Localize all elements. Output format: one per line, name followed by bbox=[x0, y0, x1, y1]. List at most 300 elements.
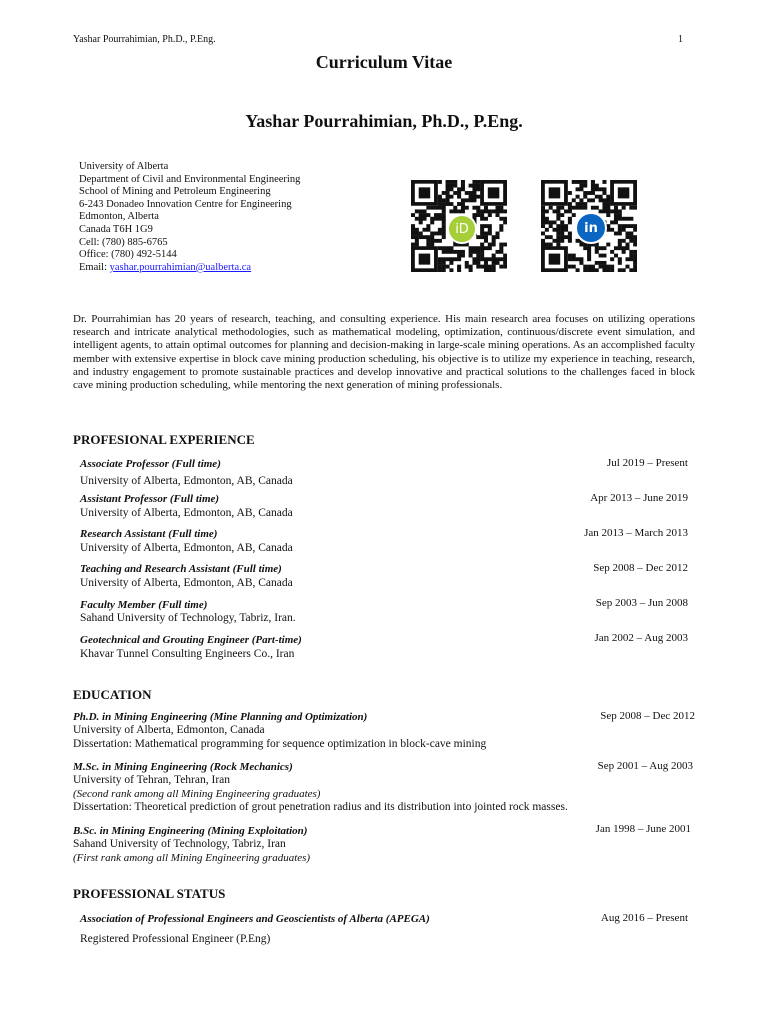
qr-module bbox=[472, 184, 476, 188]
qr-module bbox=[499, 206, 503, 210]
qr-module bbox=[434, 239, 438, 243]
qr-module bbox=[465, 261, 469, 265]
qr-module bbox=[492, 243, 496, 247]
qr-module bbox=[438, 195, 442, 199]
qr-module bbox=[446, 250, 450, 254]
qr-module bbox=[568, 206, 572, 210]
qr-module bbox=[629, 257, 633, 261]
qr-module bbox=[469, 246, 473, 250]
qr-module bbox=[411, 224, 415, 228]
qr-module bbox=[602, 209, 606, 213]
qr-module bbox=[495, 232, 499, 236]
qr-module bbox=[591, 187, 595, 191]
qr-finder-pattern bbox=[541, 246, 568, 272]
qr-module bbox=[618, 243, 622, 247]
qr-module bbox=[457, 187, 461, 191]
qr-module bbox=[633, 261, 637, 265]
qr-module bbox=[579, 180, 583, 184]
qr-module bbox=[423, 217, 427, 221]
qr-module bbox=[541, 206, 545, 210]
qr-module bbox=[438, 206, 442, 210]
qr-module bbox=[576, 180, 580, 184]
qr-module bbox=[572, 265, 576, 269]
qr-module bbox=[633, 235, 637, 239]
qr-module bbox=[618, 261, 622, 265]
qr-module bbox=[583, 246, 587, 250]
qr-module bbox=[446, 187, 450, 191]
qr-module bbox=[415, 228, 419, 232]
email-link[interactable]: yashar.pourrahimian@ualberta.ca bbox=[109, 261, 252, 273]
qr-module bbox=[442, 191, 446, 195]
experience-role: Geotechnical and Grouting Engineer (Part-time) bbox=[80, 634, 302, 646]
qr-module bbox=[599, 198, 603, 202]
qr-module bbox=[453, 250, 457, 254]
qr-module bbox=[442, 224, 446, 228]
qr-module bbox=[488, 265, 492, 269]
qr-module bbox=[560, 239, 564, 243]
qr-module bbox=[553, 209, 557, 213]
experience-role: Research Assistant (Full time) bbox=[80, 528, 218, 540]
education-dissertation: Dissertation: Mathematical programming for sequence optimization in block-cave mining bbox=[73, 738, 487, 750]
qr-module bbox=[599, 187, 603, 191]
qr-module bbox=[610, 228, 614, 232]
qr-module bbox=[446, 265, 450, 269]
qr-module bbox=[541, 239, 545, 243]
qr-module bbox=[625, 257, 629, 261]
qr-finder-pattern bbox=[411, 246, 438, 272]
qr-module bbox=[472, 180, 476, 184]
qr-module bbox=[549, 243, 553, 247]
qr-module bbox=[587, 257, 591, 261]
qr-module bbox=[446, 246, 450, 250]
qr-module bbox=[553, 220, 557, 224]
qr-module bbox=[602, 198, 606, 202]
experience-org: Sahand University of Technology, Tabriz, Iran. bbox=[80, 612, 296, 624]
qr-module bbox=[576, 268, 580, 272]
qr-module bbox=[430, 243, 434, 247]
qr-module bbox=[572, 198, 576, 202]
qr-module bbox=[423, 228, 427, 232]
qr-module bbox=[560, 228, 564, 232]
qr-module bbox=[560, 224, 564, 228]
qr-module bbox=[469, 191, 473, 195]
email-label: Email: bbox=[79, 261, 110, 273]
qr-module bbox=[457, 202, 461, 206]
qr-module bbox=[503, 254, 507, 258]
qr-module bbox=[472, 261, 476, 265]
qr-module bbox=[495, 213, 499, 217]
qr-module bbox=[480, 254, 484, 258]
qr-module bbox=[503, 217, 507, 221]
qr-module bbox=[472, 257, 476, 261]
document-title: Curriculum Vitae bbox=[315, 52, 453, 72]
qr-module bbox=[449, 250, 453, 254]
qr-finder-pattern bbox=[480, 180, 507, 206]
qr-module bbox=[583, 268, 587, 272]
qr-module bbox=[480, 235, 484, 239]
qr-module bbox=[469, 268, 473, 272]
qr-module bbox=[622, 246, 626, 250]
qr-module bbox=[438, 202, 442, 206]
qr-module bbox=[472, 195, 476, 199]
qr-module bbox=[614, 220, 618, 224]
qr-module bbox=[595, 187, 599, 191]
experience-org: University of Alberta, Edmonton, AB, Canada bbox=[80, 577, 293, 589]
qr-module bbox=[602, 246, 606, 250]
qr-module bbox=[430, 239, 434, 243]
qr-module bbox=[430, 232, 434, 236]
qr-module bbox=[572, 213, 576, 217]
qr-module bbox=[465, 198, 469, 202]
qr-module bbox=[545, 209, 549, 213]
qr-module bbox=[442, 213, 446, 217]
qr-module bbox=[629, 250, 633, 254]
qr-module bbox=[484, 261, 488, 265]
qr-module bbox=[442, 232, 446, 236]
qr-module bbox=[484, 224, 488, 228]
qr-module bbox=[442, 217, 446, 221]
qr-module bbox=[492, 268, 496, 272]
qr-module bbox=[492, 257, 496, 261]
qr-module bbox=[599, 195, 603, 199]
qr-module bbox=[495, 206, 499, 210]
qr-module bbox=[610, 265, 614, 269]
qr-module bbox=[449, 195, 453, 199]
qr-module bbox=[461, 184, 465, 188]
qr-module bbox=[549, 235, 553, 239]
qr-module bbox=[476, 180, 480, 184]
qr-module bbox=[480, 213, 484, 217]
qr-module bbox=[469, 265, 473, 269]
qr-module bbox=[415, 243, 419, 247]
qr-module bbox=[472, 191, 476, 195]
qr-module bbox=[560, 206, 564, 210]
qr-module bbox=[583, 184, 587, 188]
experience-dates: Jan 2013 – March 2013 bbox=[584, 527, 688, 539]
qr-module bbox=[415, 217, 419, 221]
qr-module bbox=[553, 239, 557, 243]
qr-module bbox=[457, 209, 461, 213]
qr-module bbox=[591, 268, 595, 272]
qr-module bbox=[610, 257, 614, 261]
qr-module bbox=[434, 232, 438, 236]
qr-module bbox=[434, 206, 438, 210]
qr-module bbox=[457, 254, 461, 258]
qr-module bbox=[438, 257, 442, 261]
qr-module bbox=[599, 265, 603, 269]
qr-module bbox=[495, 257, 499, 261]
page-number: 1 bbox=[678, 34, 683, 45]
qr-module bbox=[442, 228, 446, 232]
qr-module bbox=[576, 206, 580, 210]
qr-module bbox=[606, 206, 610, 210]
qr-module bbox=[469, 184, 473, 188]
experience-dates: Sep 2003 – Jun 2008 bbox=[595, 597, 688, 609]
qr-module bbox=[614, 213, 618, 217]
qr-module bbox=[606, 195, 610, 199]
qr-module bbox=[457, 195, 461, 199]
qr-module bbox=[576, 202, 580, 206]
qr-module bbox=[545, 235, 549, 239]
qr-module bbox=[583, 191, 587, 195]
qr-module bbox=[618, 232, 622, 236]
qr-module bbox=[633, 257, 637, 261]
qr-module bbox=[614, 209, 618, 213]
qr-module bbox=[576, 257, 580, 261]
qr-module bbox=[476, 187, 480, 191]
qr-module bbox=[499, 228, 503, 232]
qr-module bbox=[572, 257, 576, 261]
qr-module bbox=[576, 187, 580, 191]
qr-module bbox=[556, 228, 560, 232]
qr-module bbox=[446, 198, 450, 202]
qr-module bbox=[480, 232, 484, 236]
qr-module bbox=[556, 206, 560, 210]
qr-module bbox=[556, 239, 560, 243]
qr-module bbox=[442, 209, 446, 213]
address-line: University of Alberta bbox=[79, 161, 169, 172]
qr-module bbox=[503, 209, 507, 213]
qr-module bbox=[453, 180, 457, 184]
orcid-qr-code[interactable] bbox=[411, 180, 507, 272]
qr-module bbox=[629, 206, 633, 210]
qr-module bbox=[499, 246, 503, 250]
education-degree: M.Sc. in Mining Engineering (Rock Mechanics) bbox=[73, 761, 293, 773]
qr-module bbox=[480, 217, 484, 221]
qr-module bbox=[556, 235, 560, 239]
linkedin-icon bbox=[575, 212, 607, 244]
education-institution: Sahand University of Technology, Tabriz, Iran bbox=[73, 838, 286, 850]
qr-module bbox=[549, 224, 553, 228]
qr-module bbox=[556, 213, 560, 217]
address-line: Canada T6H 1G9 bbox=[79, 223, 153, 235]
qr-module bbox=[618, 224, 622, 228]
qr-module bbox=[492, 254, 496, 258]
qr-module bbox=[411, 213, 415, 217]
qr-module bbox=[488, 257, 492, 261]
qr-module bbox=[499, 243, 503, 247]
qr-module bbox=[622, 206, 626, 210]
qr-module bbox=[415, 235, 419, 239]
experience-role: Faculty Member (Full time) bbox=[80, 599, 208, 611]
qr-module bbox=[442, 250, 446, 254]
qr-module bbox=[457, 191, 461, 195]
qr-module bbox=[472, 187, 476, 191]
qr-module bbox=[419, 232, 423, 236]
qr-module bbox=[591, 184, 595, 188]
qr-module bbox=[438, 228, 442, 232]
qr-module bbox=[488, 228, 492, 232]
qr-module bbox=[579, 243, 583, 247]
qr-finder-pattern bbox=[610, 180, 637, 206]
qr-module bbox=[625, 243, 629, 247]
qr-module bbox=[625, 232, 629, 236]
phone-cell: Cell: (780) 885-6765 bbox=[79, 236, 168, 248]
qr-module bbox=[568, 235, 572, 239]
qr-module bbox=[583, 195, 587, 199]
qr-module bbox=[602, 187, 606, 191]
qr-module bbox=[618, 213, 622, 217]
qr-module bbox=[595, 246, 599, 250]
qr-module bbox=[457, 250, 461, 254]
qr-module bbox=[614, 246, 618, 250]
qr-module bbox=[499, 265, 503, 269]
qr-module bbox=[602, 261, 606, 265]
qr-module bbox=[426, 206, 430, 210]
qr-module bbox=[633, 268, 637, 272]
qr-module bbox=[587, 246, 591, 250]
qr-module bbox=[453, 184, 457, 188]
qr-module bbox=[461, 180, 465, 184]
qr-module bbox=[591, 198, 595, 202]
qr-module bbox=[469, 195, 473, 199]
qr-module bbox=[438, 261, 442, 265]
qr-module bbox=[488, 209, 492, 213]
qr-module bbox=[541, 220, 545, 224]
qr-module bbox=[556, 232, 560, 236]
experience-org: University of Alberta, Edmonton, AB, Canada bbox=[80, 542, 293, 554]
qr-module bbox=[446, 180, 450, 184]
qr-module bbox=[572, 254, 576, 258]
experience-heading: PROFESIONAL EXPERIENCE bbox=[73, 432, 255, 447]
summary-paragraph: Dr. Pourrahimian has 20 years of research, teaching, and consulting experience. His main research area focuses on utilizing operations research and intricate analytical methodologies, such as mathematical modeling, optimization, continuous/discrete event simulation, and intelligent agents, to attain optimal outcomes for planning and decision-making in large-scale mining operations. As an accomplished faculty member with extensive expertise in block cave mining production scheduling, his objective is to utilize my experience in teaching, research, and industry engagement to promote sustainable practices and develop innovative and practical solutions to the challenges faced in block cave mining production scheduling, while mentoring the next generation of mining professionals. bbox=[73, 313, 695, 392]
qr-module bbox=[503, 257, 507, 261]
qr-module bbox=[599, 246, 603, 250]
qr-module bbox=[625, 265, 629, 269]
qr-module bbox=[625, 246, 629, 250]
qr-module bbox=[449, 246, 453, 250]
qr-module bbox=[618, 228, 622, 232]
qr-module bbox=[442, 235, 446, 239]
qr-module bbox=[591, 265, 595, 269]
qr-module bbox=[579, 202, 583, 206]
qr-module bbox=[614, 232, 618, 236]
status-association: Association of Professional Engineers and Geoscientists of Alberta (APEGA) bbox=[80, 913, 430, 925]
qr-module bbox=[568, 202, 572, 206]
qr-module bbox=[446, 257, 450, 261]
qr-module bbox=[595, 250, 599, 254]
qr-module bbox=[461, 250, 465, 254]
qr-module bbox=[568, 265, 572, 269]
qr-module bbox=[480, 228, 484, 232]
qr-module bbox=[457, 268, 461, 272]
qr-module bbox=[449, 261, 453, 265]
qr-module bbox=[442, 268, 446, 272]
qr-module bbox=[476, 261, 480, 265]
qr-module bbox=[587, 250, 591, 254]
qr-module bbox=[633, 250, 637, 254]
linkedin-qr-code[interactable] bbox=[541, 180, 637, 272]
qr-module bbox=[442, 206, 446, 210]
qr-module bbox=[419, 220, 423, 224]
experience-dates: Apr 2013 – June 2019 bbox=[590, 492, 688, 504]
qr-module bbox=[602, 191, 606, 195]
qr-module bbox=[472, 246, 476, 250]
education-dates: Jan 1998 – June 2001 bbox=[595, 823, 691, 835]
qr-module bbox=[442, 261, 446, 265]
qr-module bbox=[568, 239, 572, 243]
qr-module bbox=[579, 206, 583, 210]
qr-module bbox=[606, 198, 610, 202]
qr-module bbox=[541, 209, 545, 213]
qr-module bbox=[625, 224, 629, 228]
qr-module bbox=[545, 228, 549, 232]
experience-role: Assistant Professor (Full time) bbox=[80, 493, 220, 505]
qr-module bbox=[568, 220, 572, 224]
qr-module bbox=[461, 187, 465, 191]
qr-module bbox=[499, 224, 503, 228]
qr-module bbox=[480, 246, 484, 250]
qr-module bbox=[618, 257, 622, 261]
qr-module bbox=[622, 268, 626, 272]
qr-module bbox=[629, 239, 633, 243]
qr-module bbox=[610, 268, 614, 272]
qr-module bbox=[633, 206, 637, 210]
qr-module bbox=[499, 209, 503, 213]
qr-module bbox=[480, 265, 484, 269]
qr-module bbox=[419, 235, 423, 239]
qr-module bbox=[568, 209, 572, 213]
qr-module bbox=[618, 209, 622, 213]
qr-module bbox=[606, 213, 610, 217]
qr-module bbox=[480, 257, 484, 261]
qr-module bbox=[476, 235, 480, 239]
qr-module bbox=[430, 206, 434, 210]
status-detail: Registered Professional Engineer (P.Eng) bbox=[80, 933, 271, 945]
qr-module bbox=[423, 213, 427, 217]
qr-module bbox=[614, 217, 618, 221]
qr-module bbox=[560, 220, 564, 224]
qr-module bbox=[602, 268, 606, 272]
linkedin-badge-text: in bbox=[584, 220, 598, 236]
qr-module bbox=[595, 195, 599, 199]
qr-module bbox=[618, 268, 622, 272]
education-institution: University of Alberta, Edmonton, Canada bbox=[73, 724, 265, 736]
phone-office: Office: (780) 492-5144 bbox=[79, 249, 177, 261]
qr-module bbox=[446, 202, 450, 206]
qr-module bbox=[622, 224, 626, 228]
qr-module bbox=[587, 268, 591, 272]
qr-module bbox=[633, 254, 637, 258]
qr-module bbox=[583, 206, 587, 210]
qr-module bbox=[438, 268, 442, 272]
qr-module bbox=[419, 217, 423, 221]
qr-module bbox=[492, 261, 496, 265]
qr-module bbox=[602, 265, 606, 269]
education-dates: Sep 2001 – Aug 2003 bbox=[597, 760, 693, 772]
qr-module bbox=[426, 228, 430, 232]
education-rank-note: (First rank among all Mining Engineering graduates) bbox=[73, 852, 311, 864]
qr-module bbox=[492, 265, 496, 269]
qr-module bbox=[430, 220, 434, 224]
qr-module bbox=[426, 239, 430, 243]
qr-module bbox=[430, 217, 434, 221]
orcid-badge-text: iD bbox=[455, 221, 469, 237]
qr-module bbox=[484, 257, 488, 261]
qr-module bbox=[610, 250, 614, 254]
qr-module bbox=[606, 202, 610, 206]
qr-module bbox=[415, 239, 419, 243]
qr-module bbox=[461, 254, 465, 258]
qr-module bbox=[629, 235, 633, 239]
qr-module bbox=[492, 209, 496, 213]
qr-module bbox=[476, 254, 480, 258]
experience-dates: Jan 2002 – Aug 2003 bbox=[594, 632, 688, 644]
qr-module bbox=[434, 213, 438, 217]
qr-module bbox=[449, 268, 453, 272]
qr-module bbox=[453, 206, 457, 210]
qr-finder-pattern bbox=[541, 180, 568, 206]
